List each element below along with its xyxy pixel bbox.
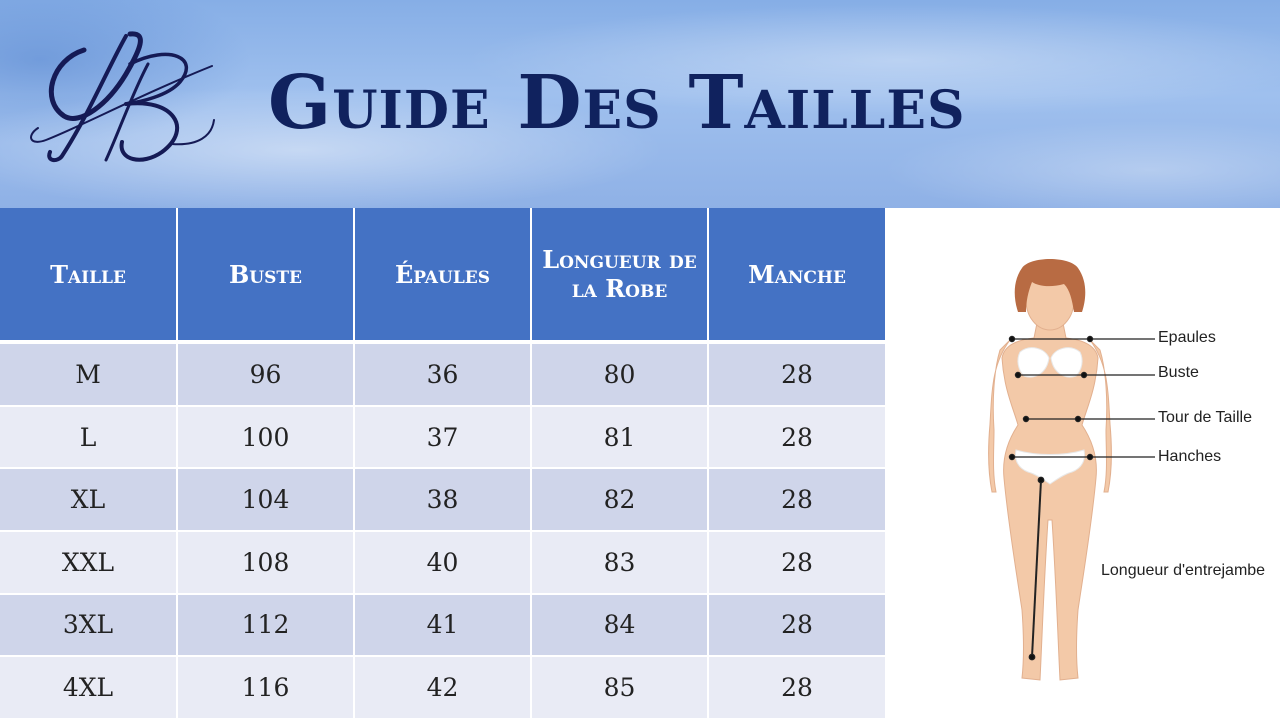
column-header-shoulders: Épaules	[354, 208, 531, 342]
logo	[22, 24, 222, 176]
column-header-sleeve: Manche	[708, 208, 886, 342]
cell-dress-length: 80	[531, 342, 708, 406]
table-row	[0, 406, 886, 469]
cell-shoulders: 37	[354, 406, 531, 469]
label-shoulders: Epaules	[1158, 329, 1216, 346]
cell-dress-length: 83	[531, 531, 708, 594]
cell-sleeve: 28	[708, 531, 886, 594]
cell-bust: 96	[177, 342, 354, 406]
table-row	[0, 594, 886, 657]
cell-bust: 104	[177, 468, 354, 531]
cell-sleeve: 28	[708, 656, 886, 719]
cell-dress-length: 85	[531, 656, 708, 719]
cell-shoulders: 36	[354, 342, 531, 406]
cell-sleeve: 28	[708, 406, 886, 469]
label-inseam: Longueur d'entrejambe	[1101, 562, 1266, 579]
size-table	[0, 208, 887, 720]
page-title: Guide Des Tailles	[268, 60, 966, 146]
header-banner	[0, 0, 1280, 208]
cell-sleeve: 28	[708, 594, 886, 657]
table-row	[0, 531, 886, 594]
table-header-row	[0, 208, 886, 342]
cell-sleeve: 28	[708, 468, 886, 531]
label-bust: Buste	[1158, 364, 1199, 381]
table-row	[0, 342, 886, 406]
table-row	[0, 656, 886, 719]
cell-dress-length: 81	[531, 406, 708, 469]
cell-bust: 100	[177, 406, 354, 469]
cell-bust: 108	[177, 531, 354, 594]
cell-shoulders: 38	[354, 468, 531, 531]
cell-size: XXL	[0, 531, 177, 594]
cell-size: 3XL	[0, 594, 177, 657]
column-header-dress-length: Longueur de la Robe	[531, 208, 708, 342]
cell-shoulders: 40	[354, 531, 531, 594]
cell-size: 4XL	[0, 656, 177, 719]
cell-shoulders: 42	[354, 656, 531, 719]
label-hips: Hanches	[1158, 448, 1222, 465]
cell-size: L	[0, 406, 177, 469]
cell-bust: 116	[177, 656, 354, 719]
cell-size: XL	[0, 468, 177, 531]
cell-dress-length: 84	[531, 594, 708, 657]
body-silhouette	[900, 240, 1280, 700]
cell-size: M	[0, 342, 177, 406]
measurement-figure	[900, 240, 1280, 700]
cell-bust: 112	[177, 594, 354, 657]
column-header-size: Taille	[0, 208, 177, 342]
cell-sleeve: 28	[708, 342, 886, 406]
table-row	[0, 468, 886, 531]
label-waist: Tour de Taille	[1158, 409, 1252, 426]
column-header-bust: Buste	[177, 208, 354, 342]
cell-shoulders: 41	[354, 594, 531, 657]
cell-dress-length: 82	[531, 468, 708, 531]
